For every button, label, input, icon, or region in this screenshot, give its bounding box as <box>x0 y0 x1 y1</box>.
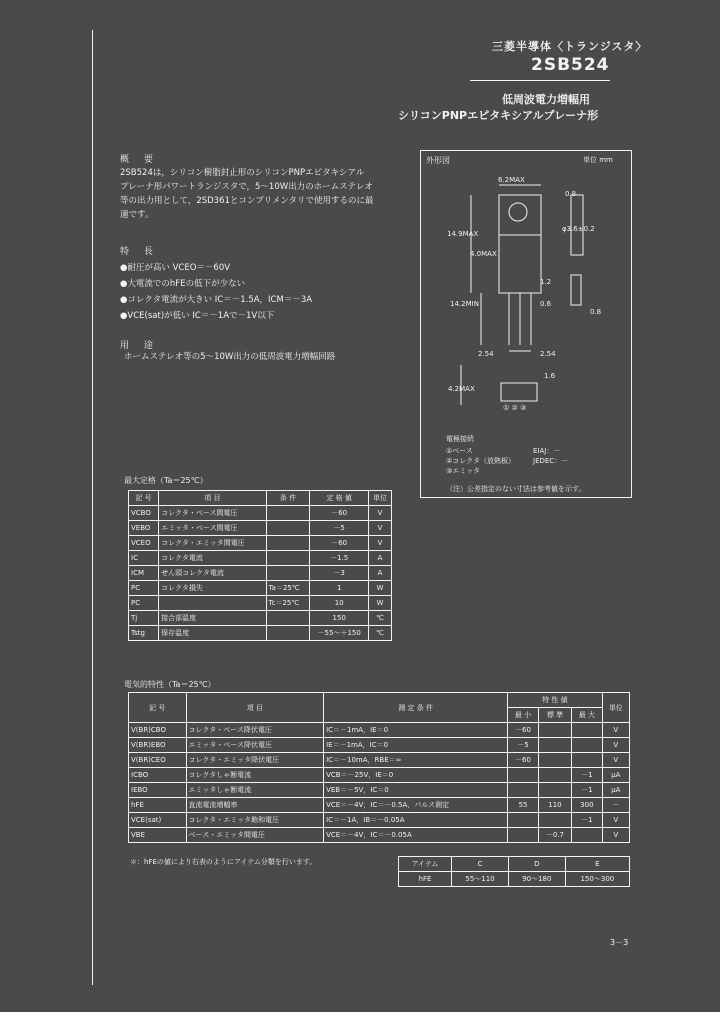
cell-condition: VCE＝－4V，IC＝－0.05A <box>324 828 508 843</box>
cell-max: －1 <box>572 768 603 783</box>
cell-item: エミッタしゃ断電流 <box>186 783 324 798</box>
table-header-row <box>129 693 630 708</box>
cell-value: －1.5 <box>310 551 369 566</box>
cell-item: コレクタ・エミッタ降伏電圧 <box>186 753 324 768</box>
table-row <box>129 813 630 828</box>
cell-symbol: VCE(sat) <box>129 813 187 828</box>
overview-line: 適です。 <box>120 210 154 220</box>
table-row <box>129 506 392 521</box>
cell-typ <box>538 738 571 753</box>
dim-label: 14.9MAX <box>447 230 479 238</box>
terminal-list <box>446 446 515 476</box>
cell-condition <box>266 611 310 626</box>
dim-label: φ3.6±0.2 <box>562 225 595 233</box>
package-tab <box>499 195 541 235</box>
applications-text: ホームステレオ等の5～10W出力の低周波電力増幅回路 <box>124 352 336 362</box>
cell-condition: VEB＝－5V，IC＝0 <box>324 783 508 798</box>
table-row <box>129 566 392 581</box>
table-row <box>129 798 630 813</box>
cell-condition: VCE＝－4V，IC＝－0.5A，パルス測定 <box>324 798 508 813</box>
cell-unit: W <box>368 581 391 596</box>
table-row <box>399 857 630 872</box>
dim-label: 0.6 <box>540 300 552 308</box>
table-row <box>129 596 392 611</box>
table-row <box>129 738 630 753</box>
outline-unit: 単位 mm <box>583 156 613 164</box>
subtitle-structure: シリコンPNPエピタキシアルプレーナ形 <box>398 109 599 122</box>
cell-item: コレクタ損失 <box>159 581 266 596</box>
cell-condition <box>266 506 310 521</box>
elec-char-table <box>128 692 630 843</box>
cell-typ <box>538 783 571 798</box>
cell-min <box>508 813 539 828</box>
cell-symbol: PC <box>129 581 159 596</box>
cell-unit: A <box>368 551 391 566</box>
cell-max <box>572 828 603 843</box>
cell-condition: IE＝－1mA，IC＝0 <box>324 738 508 753</box>
cell-item: コレクタ電流 <box>159 551 266 566</box>
cell-condition: IC＝－1mA，IE＝0 <box>324 723 508 738</box>
dim-label: 0.8 <box>565 190 577 198</box>
cell-symbol: IC <box>129 551 159 566</box>
overview-line: 2SB524は，シリコン樹脂封止形のシリコンPNPエピタキシアル <box>120 168 365 178</box>
header-symbol: 記 号 <box>129 693 187 723</box>
page-number: 3－3 <box>610 938 629 947</box>
outline-title: 外形図 <box>426 156 450 165</box>
jedec-standard: JEDEC：－ <box>533 457 569 465</box>
cell-condition <box>266 536 310 551</box>
cell-unit: V <box>602 753 629 768</box>
cell-symbol: PC <box>129 596 159 611</box>
cell-min: －60 <box>508 723 539 738</box>
cell-condition: VCB＝－25V，IE＝0 <box>324 768 508 783</box>
dim-label: 14.2MIN <box>450 300 479 308</box>
header-rule <box>470 80 610 81</box>
cell-max <box>572 723 603 738</box>
table-row <box>129 783 630 798</box>
header-typ: 標 準 <box>538 708 571 723</box>
dim-label: 4.0MAX <box>470 250 497 258</box>
cell-condition <box>266 551 310 566</box>
cell-item: コレクタ・エミッタ間電圧 <box>159 536 266 551</box>
header-unit: 単位 <box>602 693 629 723</box>
table-row <box>129 723 630 738</box>
dim-label: 2.54 <box>540 350 556 358</box>
feature-item: ●耐圧が高い VCEO＝－60V <box>120 263 231 273</box>
table-row <box>399 872 630 887</box>
cell-symbol: VCEO <box>129 536 159 551</box>
cell-symbol: VBE <box>129 828 187 843</box>
cell-item-c: C <box>452 857 509 872</box>
cell-item-d: D <box>508 857 565 872</box>
cell-item: せん頭コレクタ電流 <box>159 566 266 581</box>
terminal-item: ①ベース <box>446 447 473 455</box>
max-ratings-table <box>128 490 392 641</box>
eiaj-standard: EIAJ：－ <box>533 447 561 455</box>
cell-unit: V <box>602 738 629 753</box>
cell-min: －60 <box>508 753 539 768</box>
cell-condition: IC＝－1A，IB＝－0.05A <box>324 813 508 828</box>
cell-typ <box>538 753 571 768</box>
cell-value: －3 <box>310 566 369 581</box>
table-row <box>129 828 630 843</box>
cell-hfe-c: 55～110 <box>452 872 509 887</box>
dim-label: 2.54 <box>478 350 494 358</box>
cell-max: －1 <box>572 813 603 828</box>
table-row <box>129 521 392 536</box>
cell-item: コレクタ・ベース間電圧 <box>159 506 266 521</box>
cell-item: コレクタしゃ断電流 <box>186 768 324 783</box>
cell-min <box>508 783 539 798</box>
cell-item: エミッタ・ベース間電圧 <box>159 521 266 536</box>
cell-unit: V <box>368 521 391 536</box>
elec-title: 電気的特性（Ta＝25℃） <box>124 680 216 689</box>
dim-label: 6.2MAX <box>498 176 525 184</box>
dim-label: 1.6 <box>544 372 556 380</box>
cell-item: 接合部温度 <box>159 611 266 626</box>
cell-typ <box>538 768 571 783</box>
cell-typ: －0.7 <box>538 828 571 843</box>
cell-condition: IC＝－10mA，RBE＝∞ <box>324 753 508 768</box>
cell-typ: 110 <box>538 798 571 813</box>
cell-condition: Tc＝25℃ <box>266 596 310 611</box>
cell-unit: ℃ <box>368 626 391 641</box>
feature-item: ●大電流でのhFEの低下が少ない <box>120 279 246 289</box>
table-row <box>129 551 392 566</box>
subtitle-application: 低周波電力増幅用 <box>502 93 590 106</box>
cell-value: －60 <box>310 536 369 551</box>
cell-value: －55～＋150 <box>310 626 369 641</box>
lead-side-view <box>571 275 581 305</box>
dim-label: 4.2MAX <box>448 385 475 393</box>
feature-item: ●VCE(sat)が低い IC＝－1Aで－1V以下 <box>120 311 275 321</box>
header-item: 項 目 <box>159 491 266 506</box>
cell-symbol: hFE <box>129 798 187 813</box>
cell-item: コレクタ・エミッタ飽和電圧 <box>186 813 324 828</box>
cell-value: 1 <box>310 581 369 596</box>
cell-min <box>508 768 539 783</box>
mounting-hole <box>509 203 527 221</box>
cell-unit: μA <box>602 783 629 798</box>
cell-min: －5 <box>508 738 539 753</box>
cell-item: 直流電流増幅率 <box>186 798 324 813</box>
cell-symbol: V(BR)EBO <box>129 738 187 753</box>
bottom-view <box>501 383 537 401</box>
cell-max <box>572 738 603 753</box>
cell-unit: V <box>368 506 391 521</box>
overview-line: 等の出力用として，2SD361とコンプリメンタリで使用するのに最 <box>120 196 374 206</box>
cell-unit: μA <box>602 768 629 783</box>
header-condition: 測 定 条 件 <box>324 693 508 723</box>
table-row <box>129 611 392 626</box>
cell-item-e: E <box>565 857 629 872</box>
cell-symbol: Tstg <box>129 626 159 641</box>
header-values: 特 性 値 <box>508 693 602 708</box>
overview-text <box>120 166 410 222</box>
cell-condition: Ta＝25℃ <box>266 581 310 596</box>
cell-unit: ℃ <box>368 611 391 626</box>
features-list <box>120 260 312 324</box>
header-condition: 条 件 <box>266 491 310 506</box>
cell-min <box>508 828 539 843</box>
cell-unit: V <box>368 536 391 551</box>
outline-note: （注）公差指定のない寸法は参考値を示す。 <box>446 485 586 493</box>
cell-value: －60 <box>310 506 369 521</box>
cell-hfe-e: 150～300 <box>565 872 629 887</box>
table-row <box>129 536 392 551</box>
cell-symbol: V(BR)CEO <box>129 753 187 768</box>
cell-value: 10 <box>310 596 369 611</box>
binding-line <box>92 30 93 985</box>
maker-label: 三菱半導体〈トランジスタ〉 <box>492 40 648 53</box>
cell-typ <box>538 723 571 738</box>
cell-unit: V <box>602 723 629 738</box>
cell-max: 300 <box>572 798 603 813</box>
table-row <box>129 626 392 641</box>
cell-symbol: Tj <box>129 611 159 626</box>
cell-symbol: VCBO <box>129 506 159 521</box>
dim-label: 1.2 <box>540 278 552 286</box>
cell-unit: W <box>368 596 391 611</box>
cell-hfe-d: 90～180 <box>508 872 565 887</box>
cell-value: 150 <box>310 611 369 626</box>
feature-item: ●コレクタ電流が大きい IC＝－1.5A，ICM＝－3A <box>120 295 313 305</box>
cell-unit: A <box>368 566 391 581</box>
cell-symbol: ICM <box>129 566 159 581</box>
cell-symbol: VEBO <box>129 521 159 536</box>
cell-value: －5 <box>310 521 369 536</box>
hfe-footnote: ＊：hFEの値により右表のようにアイテム分類を行います。 <box>130 858 317 866</box>
hfe-item-table <box>398 856 630 887</box>
header-unit: 単位 <box>368 491 391 506</box>
cell-min: 55 <box>508 798 539 813</box>
cell-typ <box>538 813 571 828</box>
overview-title: 概 要 <box>120 155 159 165</box>
cell-item-label: アイテム <box>399 857 452 872</box>
package-body <box>499 235 541 293</box>
terminal-title: 電極接続 <box>446 435 474 443</box>
pin-number-labels: ① ② ③ <box>503 404 527 412</box>
cell-condition <box>266 566 310 581</box>
cell-hfe-label: hFE <box>399 872 452 887</box>
cell-item: 保存温度 <box>159 626 266 641</box>
terminal-item: ③エミッタ <box>446 467 481 475</box>
cell-unit: － <box>602 798 629 813</box>
cell-unit: V <box>602 828 629 843</box>
part-number: 2SB524 <box>531 55 610 75</box>
table-row <box>129 753 630 768</box>
applications-title: 用 途 <box>120 341 159 351</box>
cell-max: －1 <box>572 783 603 798</box>
cell-item <box>159 596 266 611</box>
cell-symbol: ICBO <box>129 768 187 783</box>
cell-item: ベース・エミッタ間電圧 <box>186 828 324 843</box>
table-row <box>129 581 392 596</box>
dim-label: 0.8 <box>590 308 602 316</box>
header-symbol: 記 号 <box>129 491 159 506</box>
overview-line: プレーナ形パワートランジスタで，5～10W出力のホームステレオ <box>120 182 373 192</box>
cell-unit: V <box>602 813 629 828</box>
max-ratings-title: 最大定格（Ta＝25℃） <box>124 476 208 485</box>
header-rating: 定 格 値 <box>310 491 369 506</box>
header-item: 項 目 <box>186 693 324 723</box>
cell-item: コレクタ・ベース降伏電圧 <box>186 723 324 738</box>
features-title: 特 長 <box>120 247 159 257</box>
cell-max <box>572 753 603 768</box>
cell-symbol: V(BR)CBO <box>129 723 187 738</box>
table-row <box>129 768 630 783</box>
header-max: 最 大 <box>572 708 603 723</box>
table-header-row <box>129 491 392 506</box>
cell-item: エミッタ・ベース降伏電圧 <box>186 738 324 753</box>
terminal-item: ②コレクタ（放熱板） <box>446 457 515 465</box>
header-min: 最 小 <box>508 708 539 723</box>
cell-symbol: IEBO <box>129 783 187 798</box>
cell-condition <box>266 626 310 641</box>
cell-condition <box>266 521 310 536</box>
